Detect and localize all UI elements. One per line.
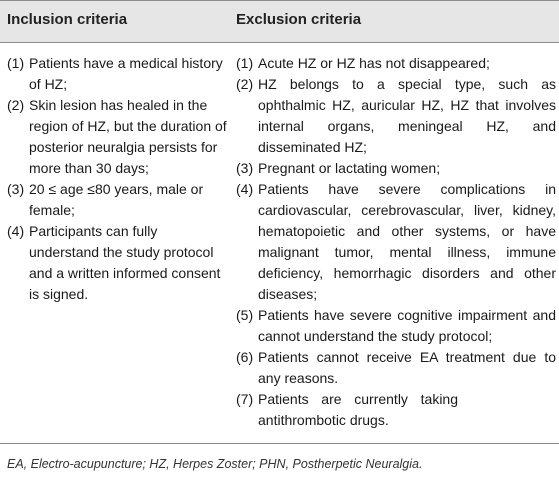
exclusion-header: Exclusion criteria (236, 11, 362, 28)
item-number: (4) (7, 223, 25, 239)
table-footnote: EA, Electro-acupuncture; HZ, Herpes Zoster; PHN, Postherpetic Neuralgia. (7, 457, 423, 471)
item-number: (3) (236, 160, 254, 176)
inclusion-item (7, 53, 229, 95)
inclusion-item (7, 179, 229, 221)
exclusion-item (236, 74, 556, 158)
item-number: (2) (236, 76, 254, 92)
item-number: (3) (7, 181, 25, 197)
table-bottom-rule (0, 443, 559, 444)
item-text: Patients are currently taking antithrombotic drugs. (258, 391, 458, 428)
exclusion-item (236, 347, 556, 389)
exclusion-item (236, 53, 556, 74)
exclusion-item (236, 305, 556, 347)
table-header (0, 0, 559, 43)
item-number: (6) (236, 349, 254, 365)
item-text: Patients have severe complications in cardiovascular, cerebrovascular, liver, kidney, hematopoietic and other systems, or have malignant tumor, mental illness, immune deficiency, hemorrhagic disorders and other diseases; (258, 181, 556, 302)
inclusion-column (7, 53, 232, 305)
inclusion-header: Inclusion criteria (7, 11, 128, 28)
item-text: HZ belongs to a special type, such as ophthalmic HZ, auricular HZ, HZ that involves internal organs, meningeal HZ, and disseminated HZ; (258, 76, 556, 155)
exclusion-item (236, 389, 458, 431)
item-number: (4) (236, 181, 254, 197)
exclusion-item (236, 158, 556, 179)
inclusion-item (7, 221, 229, 305)
item-text: Acute HZ or HZ has not disappeared; (258, 55, 490, 71)
item-text: 20 ≤ age ≤80 years, male or female; (29, 181, 204, 218)
item-text: Patients have a medical history of HZ; (29, 55, 223, 92)
item-number: (1) (236, 55, 254, 71)
item-number: (2) (7, 97, 25, 113)
inclusion-item (7, 95, 229, 179)
item-number: (5) (236, 307, 254, 323)
item-text: Skin lesion has healed in the region of HZ, but the duration of posterior neuralgia persists for more than 30 days; (29, 97, 227, 176)
item-number: (1) (7, 55, 25, 71)
exclusion-column (236, 53, 556, 431)
item-text: Pregnant or lactating women; (258, 160, 441, 176)
item-text: Patients cannot receive EA treatment due to any reasons. (258, 349, 556, 386)
item-text: Patients have severe cognitive impairment and cannot understand the study protocol; (258, 307, 556, 344)
item-text: Participants can fully understand the study protocol and a written informed consent is signed. (29, 223, 221, 302)
item-number: (7) (236, 391, 254, 407)
exclusion-item (236, 179, 556, 305)
